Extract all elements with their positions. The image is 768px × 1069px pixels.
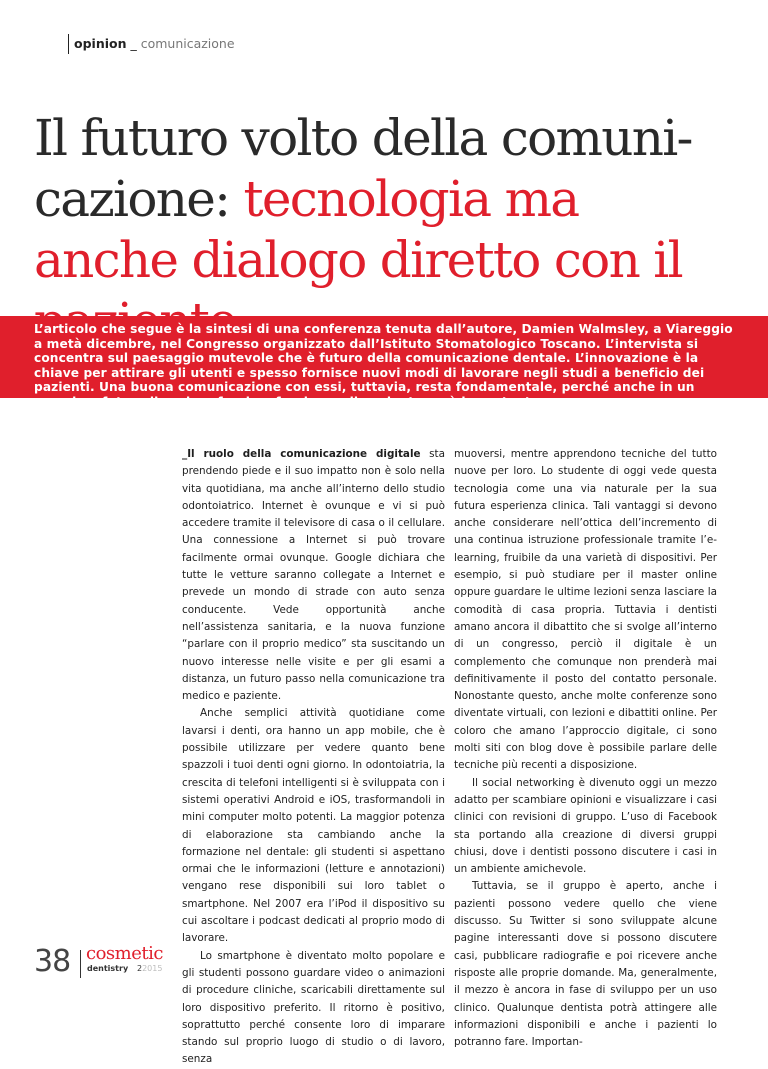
body-paragraph: muoversi, mentre apprendono tecniche del tutto nuove per loro. Lo studente di oggi vede questa tecnologia come una via naturale per la sua futura esperienza clinica. Tali vantaggi si devono anche considerare nell’ottica dell’incremento di una continua istruzione professionale tramite l’e-learning, fruibile da una varietà di dispositivi. Per esempio, si può studiare per il master online oppure guardare le ultime lezioni senza lasciare la comodità di casa propria. Tuttavia i dentisti amano ancora il dibattito che si svolge all’interno di un congresso, perciò il digitale è un complemento che comunque non prenderà mai definitivamente il posto del contatto personale. Nonostante questo, anche molte conferenze sono diventate virtuali, con lezioni e dibattiti online. Per coloro che amano l’approccio digitale, ci sono molti siti con blog dove è possibile parlare delle tecniche più recenti a disposizione. — [454, 448, 717, 772]
issue-number: 2 — [137, 964, 143, 973]
body-paragraph-text: sta prendendo piede e il suo impatto non è solo nella vita quotidiana, ma anche all’interno dello studio odontoiatrico. Internet è ovunque e vi si può accedere tramite il televisore di casa o il cellulare. Una connessione a Internet si può trovare facilmente ormai ovunque. Google dichiara che tutte le vetture saranno collegate a Internet e prevede un mondo di strade con auto senza conducente. Vede opportunità anche nell’assistenza sanitaria, e la nuova funzione “parlare con il proprio medico” sta suscitando un nuovo interesse nelle visite e per gli esami a distanza, un futuro passo nella comunicazione tra medico e paziente. — [182, 448, 445, 703]
issue-label — [137, 964, 162, 973]
magazine-logo: cosmetic — [86, 943, 163, 964]
section-divider — [68, 34, 69, 54]
body-paragraph: Tuttavia, se il gruppo è aperto, anche i pazienti possono vedere quello che viene discusso. Su Twitter si sono sviluppate alcune pagine interessanti dove si possono discutere casi, pubblicare radiografie e poi ricevere anche risposte alle proprie domande. Ma, generalmente, il mezzo è ancora in fase di sviluppo per un uso clinico. Qualunque dentista potrà attingere alle informazioni disponibili e anche i pazienti lo potranno fare. Importan- — [454, 880, 717, 1049]
section-label: opinion — [74, 36, 127, 51]
section-separator: _ — [126, 36, 141, 51]
headline-main: Il futuro volto della comuni-cazione: — [34, 109, 692, 228]
body-column-right — [454, 446, 717, 1051]
body-paragraph — [182, 446, 445, 705]
footer-divider — [80, 950, 81, 978]
body-paragraph: Lo smartphone è diventato molto popolare e gli studenti possono guardare video o animazioni di procedure cliniche, scaricabili direttamente sul loro dispositivo preferito. Il ritorno è positivo, soprattutto perché consente loro di imparare stando sul proprio luogo di studio o di lavoro, senza — [182, 949, 445, 1066]
lead-paragraph: L’articolo che segue è la sintesi di una conferenza tenuta dall’autore, Damien Walmsley, a Viareggio a metà dicembre, nel Congresso organizzato dall’Istituto Stomatologico Toscano. L’intervista si concentra sul paesaggio mutevole che è futuro della comunicazione dentale. L’innovazione è la chiave per attirare gli utenti e spesso fornisce nuovi modi di lavorare negli studi a beneficio dei pazienti. Una buona comunicazione con essi, tuttavia, resta fondamentale, perché anche in un prossimo futuro il parlare faccia a faccia con il paziente sarà importante. — [34, 322, 733, 409]
section-category: comunicazione — [140, 36, 235, 51]
section-header — [74, 36, 235, 51]
headline-accent: tecnologia ma anche dialogo diretto con il — [34, 170, 682, 289]
issue-year: 2015 — [142, 964, 163, 973]
page-number: 38 — [34, 944, 71, 979]
magazine-subtitle: dentistry — [87, 964, 129, 973]
body-column-left — [182, 446, 445, 1069]
body-paragraph: Anche semplici attività quotidiane come lavarsi i denti, ora hanno un app mobile, che è possibile utilizzare per vedere quanto bene spazzoli i tuoi denti ogni giorno. In odontoiatria, la crescita di telefoni intelligenti si è sviluppata con i sistemi operativi Android e iOS, trasformandoli in mini computer molto potenti. La maggior potenza di elaborazione sta cambiando anche la formazione nel dentale: gli studenti si aspettano ormai che le informazioni (letture e annotazioni) vengano rese disponibili sui loro tablet o smartphone. Nel 2007 era l’iPod il dispositivo su cui ascoltare i podcast dedicati al proprio modo di lavorare. — [182, 707, 445, 945]
runin-heading: _Il ruolo della comunicazione digitale — [182, 448, 421, 460]
body-paragraph: Il social networking è divenuto oggi un mezzo adatto per scambiare opinioni e visualizzare i casi clinici con revisioni di gruppo. L’uso di Facebook sta portando alla creazione di diversi gruppi chiusi, dove i dentisti possono discutere i casi in un ambiente amichevole. — [454, 776, 717, 876]
